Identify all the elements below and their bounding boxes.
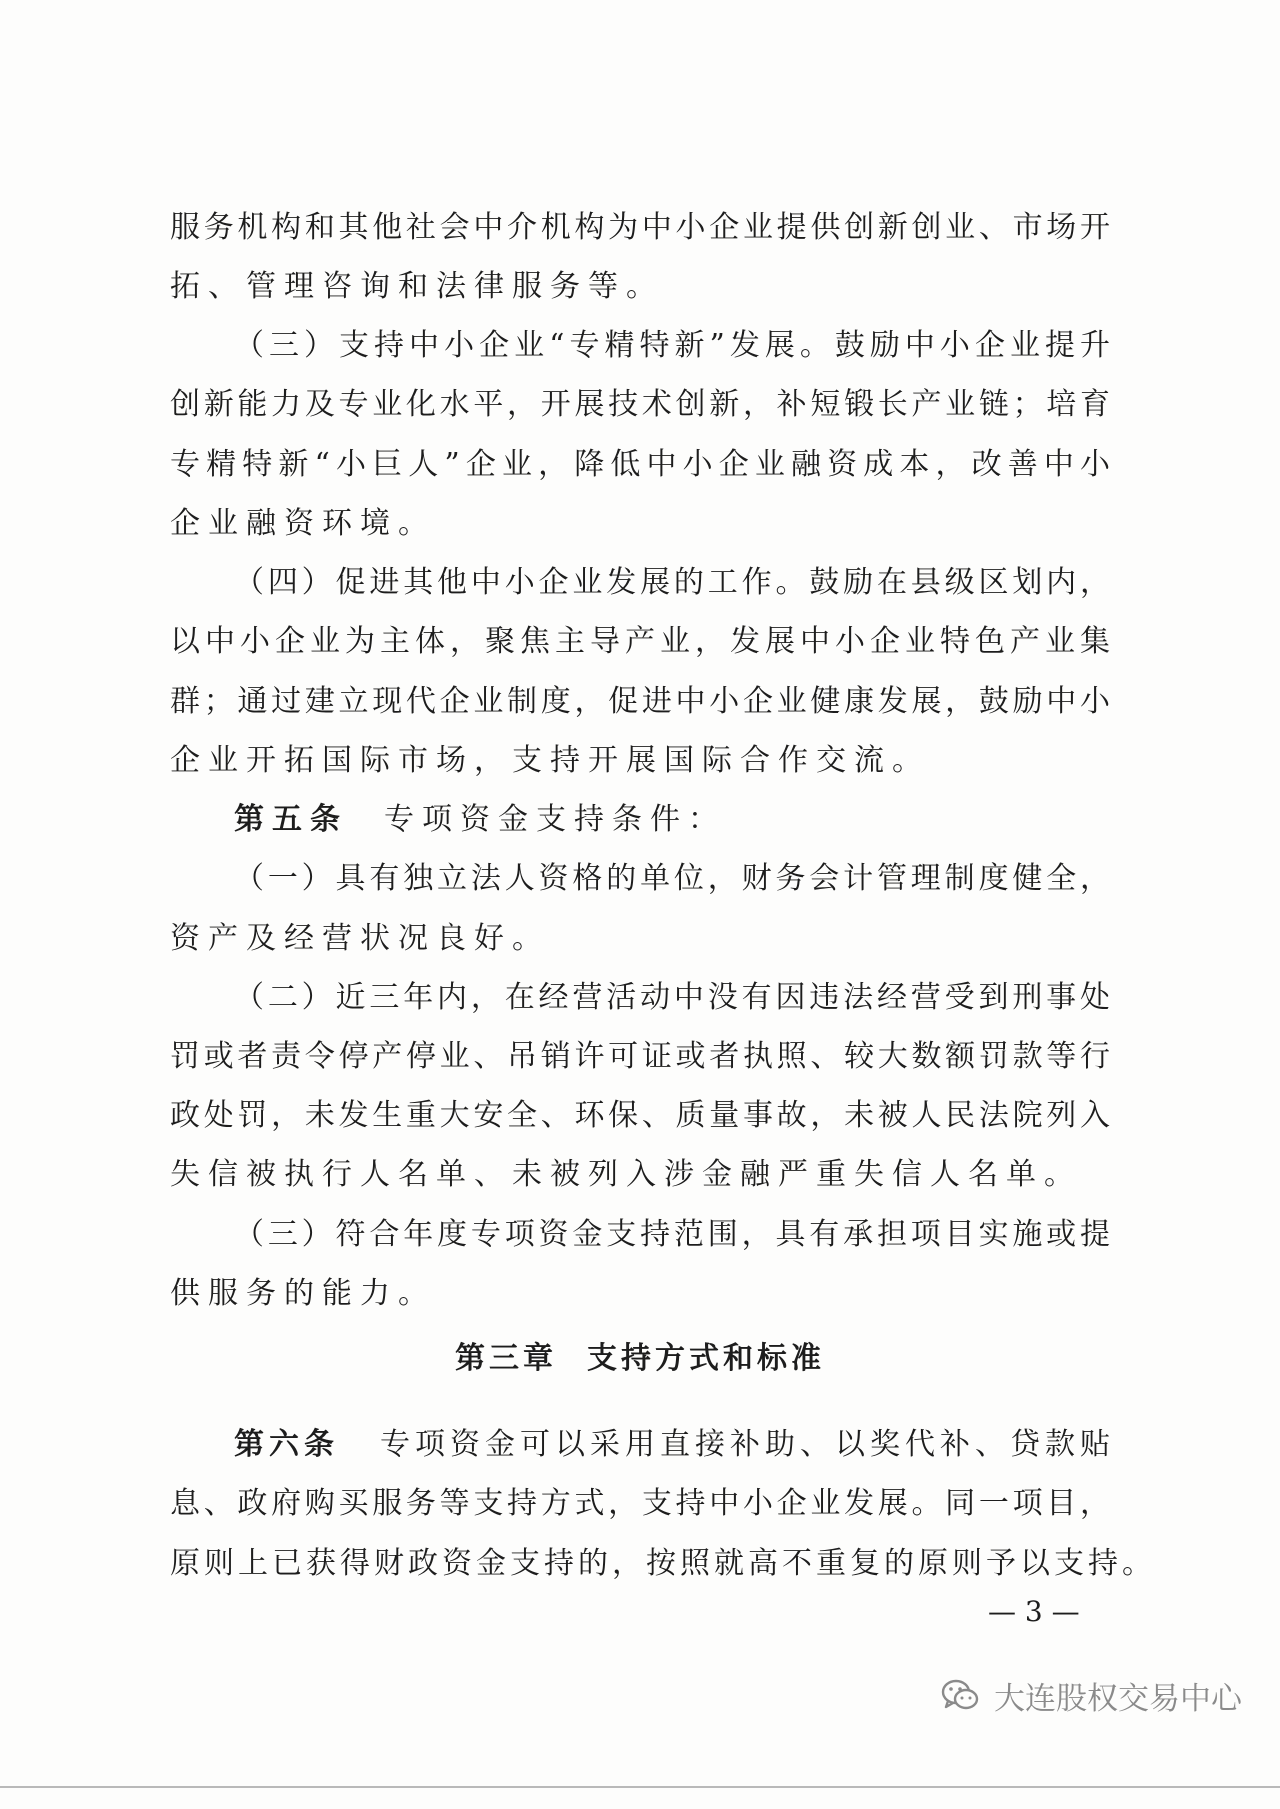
text-line: 专精特新“小巨人”企业，降低中小企业融资成本，改善中小	[170, 447, 1110, 482]
text-line: 政处罚，未发生重大安全、环保、质量事故，未被人民法院列入	[170, 1098, 1110, 1133]
text-line: （四）促进其他中小企业发展的工作。鼓励在县级区划内，	[234, 565, 1110, 600]
watermark	[940, 1672, 1242, 1718]
page-edge	[0, 1786, 1280, 1788]
text-line: （二）近三年内，在经营活动中没有因违法经营受到刑事处	[234, 980, 1110, 1015]
page-number: — 3 —	[988, 1595, 1080, 1628]
article-6-first-line	[170, 1420, 1110, 1470]
article-label: 第六条	[234, 1427, 339, 1462]
article-text: 专项资金支持条件：	[384, 802, 726, 837]
article-5-heading	[170, 795, 1110, 845]
wechat-icon	[940, 1675, 980, 1715]
text-line: （一）具有独立法人资格的单位，财务会计管理制度健全，	[234, 861, 1110, 896]
chapter-title: 支持方式和标准	[587, 1341, 825, 1376]
chapter-heading	[0, 1334, 1280, 1384]
text-line: 息、政府购买服务等支持方式，支持中小企业发展。同一项目，	[170, 1486, 1110, 1521]
text-line: 企业融资环境。	[170, 506, 436, 541]
watermark-text: 大连股权交易中心	[994, 1680, 1242, 1717]
text-line: （三）支持中小企业“专精特新”发展。鼓励中小企业提升	[234, 328, 1110, 363]
text-line: 创新能力及专业化水平，开展技术创新，补短锻长产业链；培育	[170, 387, 1110, 422]
article-text: 专项资金可以采用直接补助、以奖代补、贷款贴	[375, 1427, 1110, 1462]
text-line: 服务机构和其他社会中介机构为中小企业提供创新创业、市场开	[170, 210, 1110, 245]
text-line: 失信被执行人名单、未被列入涉金融严重失信人名单。	[170, 1157, 1082, 1192]
text-line: 资产及经营状况良好。	[170, 921, 550, 956]
text-line: 原则上已获得财政资金支持的，按照就高不重复的原则予以支持。	[170, 1546, 1156, 1581]
article-label: 第五条	[234, 802, 348, 837]
text-line: 供服务的能力。	[170, 1276, 436, 1311]
text-line: （三）符合年度专项资金支持范围，具有承担项目实施或提	[234, 1217, 1110, 1252]
text-line: 以中小企业为主体，聚焦主导产业，发展中小企业特色产业集	[170, 624, 1110, 659]
text-line: 企业开拓国际市场，支持开展国际合作交流。	[170, 743, 930, 778]
text-line: 罚或者责令停产停业、吊销许可证或者执照、较大数额罚款等行	[170, 1039, 1110, 1074]
text-line: 群；通过建立现代企业制度，促进中小企业健康发展，鼓励中小	[170, 684, 1110, 719]
text-line: 拓、管理咨询和法律服务等。	[170, 269, 664, 304]
chapter-label: 第三章	[455, 1341, 557, 1376]
